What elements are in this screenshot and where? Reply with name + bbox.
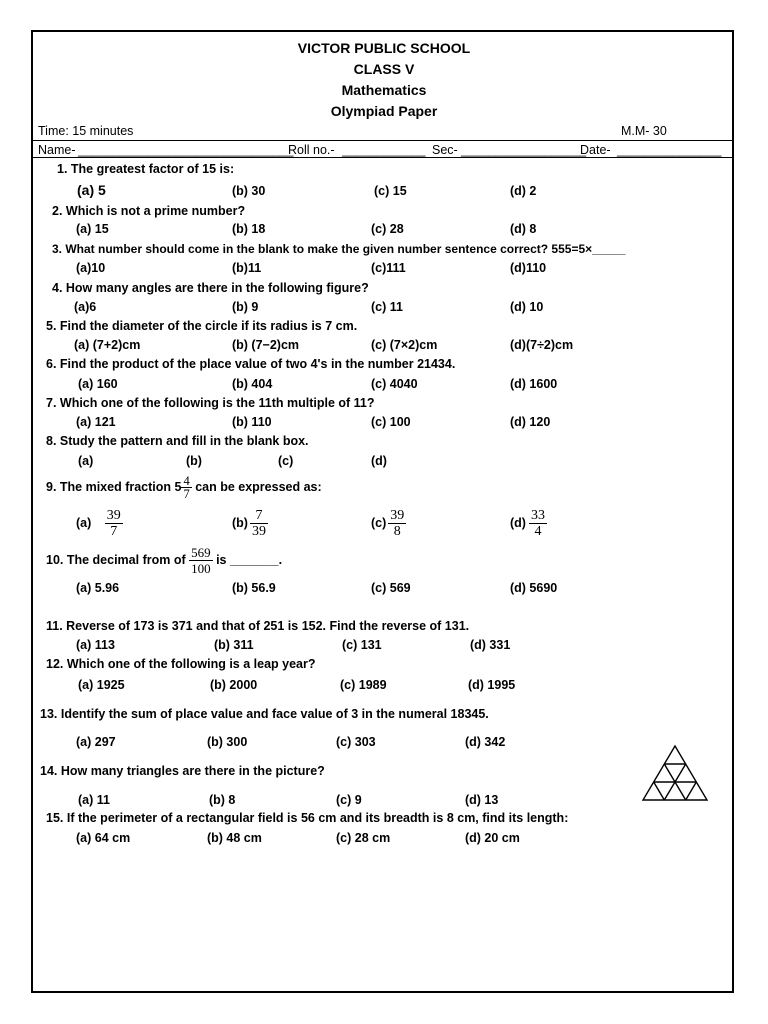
q7-option-b[interactable]: (b) 110 xyxy=(232,415,272,429)
sec-label: Sec- xyxy=(432,143,458,157)
triangle-line-d4 xyxy=(686,782,697,800)
q2-option-a[interactable]: (a) 15 xyxy=(76,222,109,236)
school-name: VICTOR PUBLIC SCHOOL xyxy=(297,40,471,56)
q10-fraction-denominator: 100 xyxy=(191,561,211,577)
divider-bottom xyxy=(33,157,732,158)
q9-option-c-label: (c) xyxy=(371,516,387,530)
q15-option-b[interactable]: (b) 48 cm xyxy=(207,831,262,845)
q4-option-a[interactable]: (a)6 xyxy=(74,300,97,314)
q9-option-c-denominator: 8 xyxy=(393,524,401,540)
q12-option-b[interactable]: (b) 2000 xyxy=(210,678,258,692)
q8-option-d[interactable]: (d) xyxy=(371,454,387,468)
q9-option-d-label: (d) xyxy=(510,516,526,530)
question-2: 2. Which is not a prime number? xyxy=(52,204,246,218)
q9-option-b-numerator: 7 xyxy=(250,508,268,524)
q5-option-a[interactable]: (a) (7+2)cm xyxy=(74,338,141,352)
roll-label: Roll no.- xyxy=(288,143,335,157)
q11-option-a[interactable]: (a) 113 xyxy=(76,638,115,652)
q6-option-a[interactable]: (a) 160 xyxy=(78,377,118,391)
question-8: 8. Study the pattern and fill in the blank box. xyxy=(46,434,309,448)
q9-option-d-fraction xyxy=(529,508,547,539)
q9-option-d-denominator: 4 xyxy=(534,524,542,540)
max-marks: M.M- 30 xyxy=(621,124,667,138)
q7-option-d[interactable]: (d) 120 xyxy=(510,415,551,429)
q9-option-d[interactable] xyxy=(510,507,547,539)
divider-top xyxy=(33,140,732,141)
q2-option-c[interactable]: (c) 28 xyxy=(371,222,404,236)
triangle-figure-icon xyxy=(640,744,710,802)
q9-text-post: can be expressed as: xyxy=(191,480,322,494)
q9-option-a-numerator: 39 xyxy=(106,508,121,524)
roll-blank[interactable]: ____________ xyxy=(342,143,426,157)
date-label: Date- xyxy=(580,143,611,157)
q14-option-c[interactable]: (c) 9 xyxy=(336,793,362,807)
q10-option-a[interactable]: (a) 5.96 xyxy=(76,581,120,595)
q3-option-c[interactable]: (c)111 xyxy=(371,261,406,275)
q11-option-d[interactable]: (d) 331 xyxy=(470,638,511,652)
q10-text-pre: 10. The decimal from of xyxy=(46,553,190,567)
q10-fraction-numerator: 569 xyxy=(191,545,211,561)
question-4: 4. How many angles are there in the following figure? xyxy=(52,281,369,295)
q11-option-c[interactable]: (c) 131 xyxy=(342,638,382,652)
question-11: 11. Reverse of 173 is 371 and that of 251 is 152. Find the reverse of 131. xyxy=(46,619,470,633)
q13-option-c[interactable]: (c) 303 xyxy=(336,735,376,749)
q15-option-a[interactable]: (a) 64 cm xyxy=(76,831,131,845)
q6-option-b[interactable]: (b) 404 xyxy=(232,377,273,391)
q15-option-d[interactable]: (d) 20 cm xyxy=(465,831,520,845)
q9-option-a-label: (a) xyxy=(76,516,92,530)
q7-option-c[interactable]: (c) 100 xyxy=(371,415,411,429)
q4-option-d[interactable]: (d) 10 xyxy=(510,300,544,314)
q13-option-b[interactable]: (b) 300 xyxy=(207,735,248,749)
q1-option-b[interactable]: (b) 30 xyxy=(232,184,266,198)
q9-option-d-numerator: 33 xyxy=(530,508,545,524)
q12-option-a[interactable]: (a) 1925 xyxy=(78,678,125,692)
q1-option-d[interactable]: (d) 2 xyxy=(510,184,537,198)
q11-option-b[interactable]: (b) 311 xyxy=(214,638,254,652)
q9-option-b-denominator: 39 xyxy=(251,524,266,540)
q9-option-c-numerator: 39 xyxy=(390,508,405,524)
q9-option-a-fraction xyxy=(105,508,123,539)
q13-option-d[interactable]: (d) 342 xyxy=(465,735,506,749)
q10-option-c[interactable]: (c) 569 xyxy=(371,581,411,595)
question-5: 5. Find the diameter of the circle if its radius is 7 cm. xyxy=(46,319,358,333)
q9-option-b-fraction xyxy=(250,508,268,539)
q3-option-a[interactable]: (a)10 xyxy=(76,261,106,275)
question-13: 13. Identify the sum of place value and face value of 3 in the numeral 18345. xyxy=(40,707,489,721)
q10-fraction xyxy=(189,545,213,576)
q6-option-c[interactable]: (c) 4040 xyxy=(371,377,418,391)
question-6: 6. Find the product of the place value of two 4's in the number 21434. xyxy=(46,357,456,371)
q8-option-c[interactable]: (c) xyxy=(278,454,294,468)
q1-option-a[interactable]: (a) 5 xyxy=(77,182,106,198)
q10-option-b[interactable]: (b) 56.9 xyxy=(232,581,276,595)
subject-title: Mathematics xyxy=(341,82,427,98)
q9-fraction-denominator: 7 xyxy=(183,487,190,502)
question-15: 15. If the perimeter of a rectangular field is 56 cm and its breadth is 8 cm, find its length: xyxy=(46,811,569,825)
paper-title: Olympiad Paper xyxy=(330,103,438,119)
q4-option-c[interactable]: (c) 11 xyxy=(371,300,403,314)
q3-option-d[interactable]: (d)110 xyxy=(510,261,547,275)
q9-fraction xyxy=(181,475,191,500)
q9-fraction-numerator: 4 xyxy=(183,474,190,489)
q8-option-a[interactable]: (a) xyxy=(78,454,94,468)
q14-option-b[interactable]: (b) 8 xyxy=(209,793,236,807)
q7-option-a[interactable]: (a) 121 xyxy=(76,415,116,429)
sec-blank[interactable]: __________________ xyxy=(461,143,587,157)
q13-option-a[interactable]: (a) 297 xyxy=(76,735,116,749)
question-10 xyxy=(46,544,282,576)
name-label: Name- xyxy=(38,143,76,157)
name-blank[interactable]: _______________________________ xyxy=(78,143,294,157)
question-3: 3. What number should come in the blank to make the given number sentence correct? 555=5×_____ xyxy=(52,242,626,256)
q15-option-c[interactable]: (c) 28 cm xyxy=(336,831,391,845)
q1-option-c[interactable]: (c) 15 xyxy=(374,184,407,198)
q12-option-c[interactable]: (c) 1989 xyxy=(340,678,387,692)
q3-option-b[interactable]: (b)11 xyxy=(232,261,262,275)
time-label: Time: 15 minutes xyxy=(38,124,134,138)
q9-option-c[interactable] xyxy=(371,507,406,539)
q4-option-b[interactable]: (b) 9 xyxy=(232,300,259,314)
q9-option-b[interactable] xyxy=(232,507,268,539)
q10-option-d[interactable]: (d) 5690 xyxy=(510,581,558,595)
question-7: 7. Which one of the following is the 11th multiple of 11? xyxy=(46,396,375,410)
q5-option-b[interactable]: (b) (7−2)cm xyxy=(232,338,300,352)
question-1: 1. The greatest factor of 15 is: xyxy=(57,162,235,176)
question-14: 14. How many triangles are there in the picture? xyxy=(40,764,325,778)
q5-option-c[interactable]: (c) (7×2)cm xyxy=(371,338,438,352)
q9-option-a-denominator: 7 xyxy=(110,524,118,540)
triangle-outer xyxy=(643,746,707,800)
class-title: CLASS V xyxy=(353,61,415,77)
q10-text-post: is _______. xyxy=(212,553,283,567)
q6-option-d[interactable]: (d) 1600 xyxy=(510,377,558,391)
question-12: 12. Which one of the following is a leap year? xyxy=(46,657,316,671)
q2-option-b[interactable]: (b) 18 xyxy=(232,222,266,236)
q14-option-d[interactable]: (d) 13 xyxy=(465,793,499,807)
triangle-line-d2 xyxy=(654,782,665,800)
q2-option-d[interactable]: (d) 8 xyxy=(510,222,537,236)
question-9 xyxy=(46,470,322,504)
q8-option-b[interactable]: (b) xyxy=(186,454,202,468)
date-blank[interactable]: _______________ xyxy=(617,143,722,157)
q14-option-a[interactable]: (a) 11 xyxy=(78,793,110,807)
q5-option-d[interactable]: (d)(7÷2)cm xyxy=(510,338,574,352)
q9-text-pre: 9. The mixed fraction 5 xyxy=(46,480,182,494)
q9-option-b-label: (b) xyxy=(232,516,248,530)
q9-option-c-fraction xyxy=(388,508,406,539)
q12-option-d[interactable]: (d) 1995 xyxy=(468,678,516,692)
q9-option-a[interactable] xyxy=(76,507,123,539)
